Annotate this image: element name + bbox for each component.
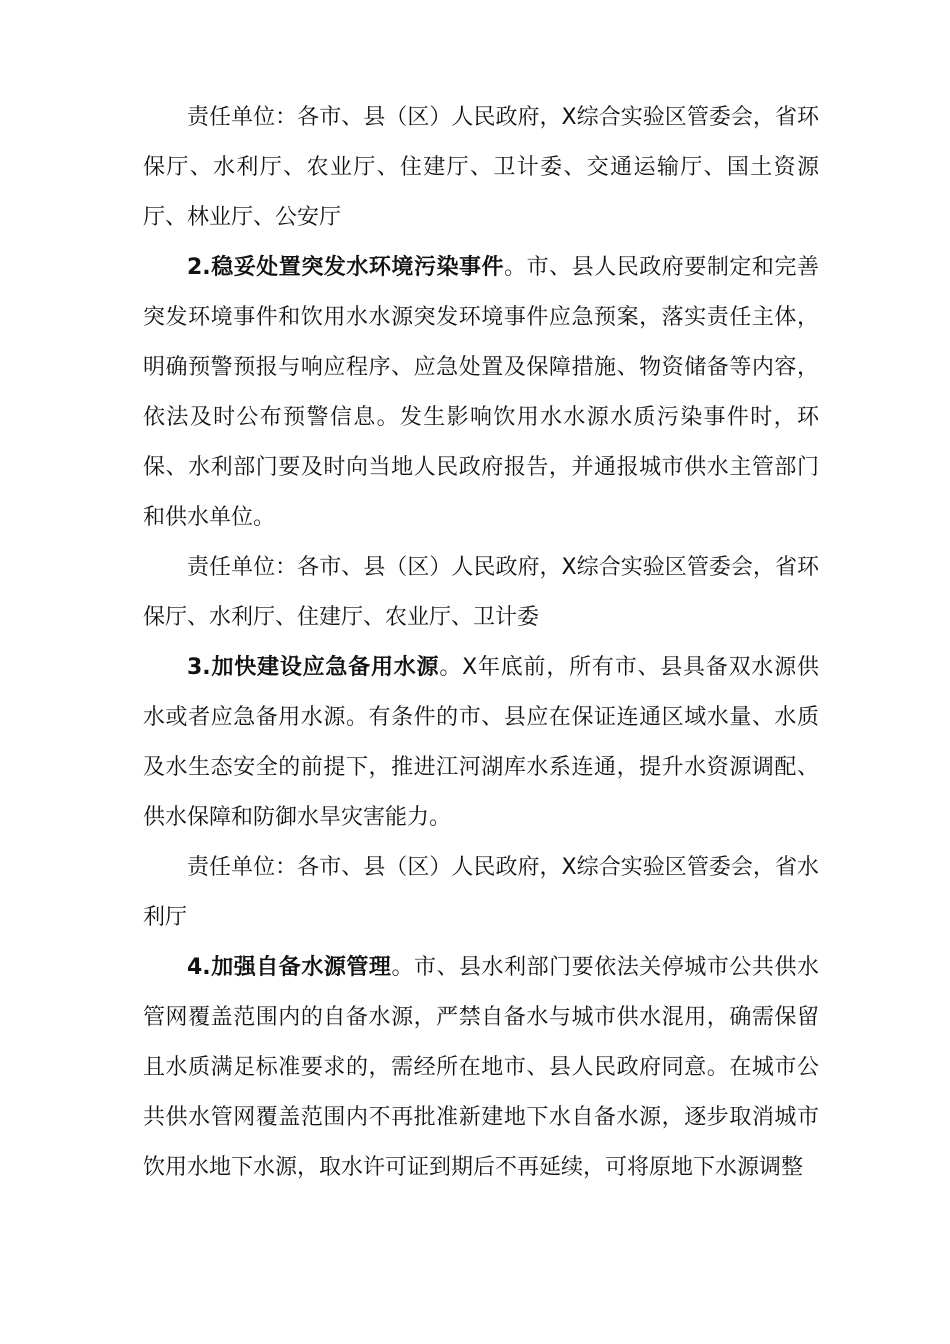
- paragraph-lead: 3.加快建设应急备用水源: [187, 655, 440, 680]
- paragraph-responsible-units-3: [143, 843, 819, 943]
- paragraph-backup-water-source: [143, 643, 819, 843]
- paragraph-self-supplied-water: [143, 943, 819, 1193]
- paragraph-text: 。市、县人民政府要制定和完善突发环境事件和饮用水水源突发环境事件应急预案，落实责任主体，明确预警预报与响应程序、应急处置及保障措施、物资储备等内容，依法及时公布预警信息。发生影响饮用水水源水质污染事件时，环保、水利部门要及时向当地人民政府报告，并通报城市供水主管部门和供水单位。: [143, 255, 819, 530]
- paragraph-lead: 2.稳妥处置突发水环境污染事件: [187, 255, 505, 280]
- paragraph-text: 责任单位：各市、县（区）人民政府，X综合实验区管委会，省环保厅、水利厅、农业厅、住建厅、卫计委、交通运输厅、国土资源厅、林业厅、公安厅: [143, 105, 819, 230]
- paragraph-responsible-units-1: [143, 93, 819, 243]
- document-body: [143, 93, 819, 1193]
- paragraph-text: 责任单位：各市、县（区）人民政府，X综合实验区管委会，省水利厅: [143, 855, 819, 930]
- paragraph-text: 。X年底前，所有市、县具备双水源供水或者应急备用水源。有条件的市、县应在保证连通区域水量、水质及水生态安全的前提下，推进江河湖库水系连通，提升水资源调配、供水保障和防御水旱灾害能力。: [143, 655, 819, 830]
- paragraph-responsible-units-2: [143, 543, 819, 643]
- paragraph-text: 。市、县水利部门要依法关停城市公共供水管网覆盖范围内的自备水源，严禁自备水与城市供水混用，确需保留且水质满足标准要求的，需经所在地市、县人民政府同意。在城市公共供水管网覆盖范围内不再批准新建地下水自备水源，逐步取消城市饮用水地下水源，取水许可证到期后不再延续，可将原地下水源调整: [143, 955, 819, 1180]
- paragraph-emergency-handling: [143, 243, 819, 543]
- paragraph-lead: 4.加强自备水源管理: [187, 955, 392, 980]
- paragraph-text: 责任单位：各市、县（区）人民政府，X综合实验区管委会，省环保厅、水利厅、住建厅、农业厅、卫计委: [143, 555, 819, 630]
